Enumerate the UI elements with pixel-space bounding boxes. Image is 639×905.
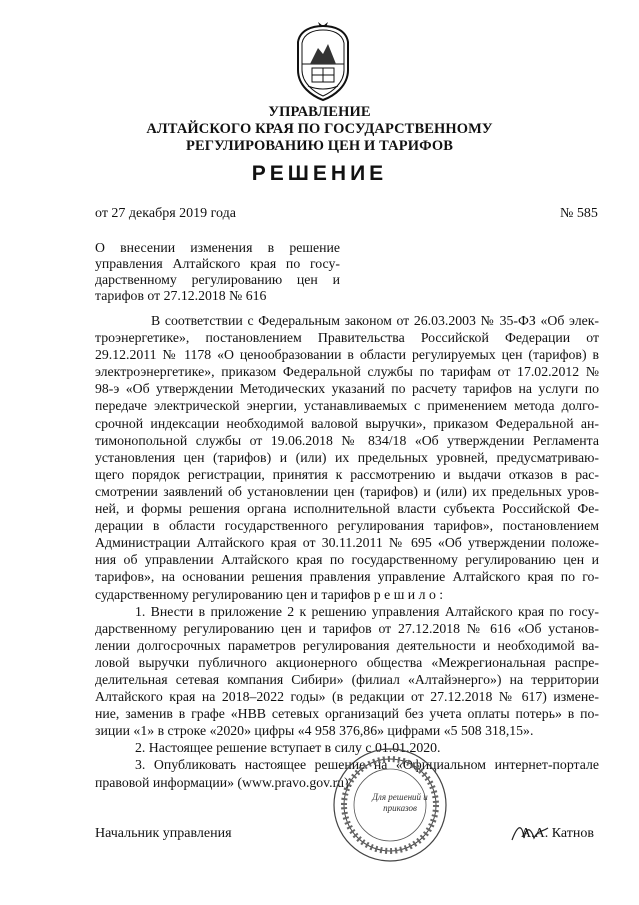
body-line: сударственному регулированию цен и тарифов р е ш и л о : — [95, 586, 444, 602]
body-line: передаче электрической энергии, устанавливаемых с применением метода долго- — [95, 398, 599, 414]
document-subject: О внесении изменения в решение управления Алтайского края по государственному регулированию цен и тарифов от 27.12.2018 № 616 — [95, 240, 340, 303]
body-line: установления цен (тарифов) и (или) их предельных уровней, предусматриваю- — [95, 449, 599, 465]
issuer-line-1: УПРАВЛЕНИЕ — [268, 104, 371, 120]
body-line: троэнергетике», постановлением Правительства Российской Федерации от — [95, 330, 599, 346]
document-title: РЕШЕНИЕ — [251, 162, 388, 185]
body-line: Администрации Алтайского края от 30.11.2011 № 695 «Об утверждении положе- — [95, 535, 599, 551]
signer-title: Начальник управления — [95, 826, 232, 841]
body-line: ловой выручки публичного акционерного общества «Межрегиональная распре- — [95, 654, 599, 670]
body-line: тимонопольной службы от 19.06.2018 № 834/18 «Об утверждении Регламента — [95, 432, 599, 448]
signer-name: А.А. Катнов — [521, 826, 594, 841]
body-line: правовой информации» (www.pravo.gov.ru). — [95, 774, 353, 790]
body-line: электроэнергетике», приказом Федеральной службы по тарифам от 17.02.2012 № — [95, 364, 599, 380]
body-line: дерации в области государственного регулирования тарифов», постановлением — [95, 518, 599, 534]
body-line: смотрении заявлений об установлении цен (тарифов) и (или) их предельных уров- — [95, 483, 599, 499]
issuer-line-2: АЛТАЙСКОГО КРАЯ ПО ГОСУДАРСТВЕННОМУ — [146, 121, 493, 137]
body-line: щего порядок регистрации, принятия к рассмотрению и выдачи отказов в рас- — [95, 466, 599, 482]
body-line: 98-э «Об утверждении Методических указаний по расчету тарифов на услуги по — [95, 381, 599, 397]
document-number: № 585 — [560, 206, 598, 221]
body-line: лении долгосрочных параметров регулирования деятельности и необходимой ва- — [95, 637, 599, 653]
issuer-line-3: РЕГУЛИРОВАНИЮ ЦЕН И ТАРИФОВ — [186, 138, 453, 154]
document-body — [95, 312, 599, 791]
coat-of-arms-emblem — [290, 20, 356, 102]
body-line: ние, заменив в графе «НВВ сетевых организаций без учета оплаты потерь» в по- — [95, 706, 599, 722]
body-line: 3. Опубликовать настоящее решение на «Официальном интернет-портале — [135, 757, 599, 773]
body-line: 29.12.2011 № 1178 «О ценообразовании в области регулируемых цен (тарифов) в — [95, 347, 599, 363]
body-line: делительная сетевая компания Сибири» (филиал «Алтайэнерго») на территории — [95, 671, 599, 687]
body-line: тарифов», на основании решения правления управление Алтайского края по го- — [95, 569, 599, 585]
stamp-text: Для решений и приказов — [372, 792, 428, 813]
body-line: В соответствии с Федеральным законом от 26.03.2003 № 35-ФЗ «Об элек- — [151, 313, 599, 328]
body-line: зиции «1» в строке «2020» цифры «4 958 376,86» цифрами «5 508 318,15». — [95, 723, 534, 739]
body-line: 1. Внести в приложение 2 к решению управления Алтайского края по госу- — [135, 603, 599, 619]
document-date: от 27 декабря 2019 года — [95, 206, 236, 221]
body-line: ния об управлении Алтайского края по государственному регулированию цен и — [95, 552, 599, 568]
body-line: срочной индексации необходимой валовой выручки», приказом Федеральной ан- — [95, 415, 599, 431]
body-line: 2. Настоящее решение вступает в силу с 01.01.2020. — [135, 740, 441, 756]
body-line: дарственному регулированию цен и тарифов от 27.12.2018 № 616 «Об установ- — [95, 620, 599, 636]
body-line: Алтайского края на 2018–2022 годы» (в редакции от 27.12.2018 № 617) измене- — [95, 689, 599, 705]
body-line: ней, и формы решения органа исполнительной власти субъекта Российской Фе- — [95, 501, 599, 517]
